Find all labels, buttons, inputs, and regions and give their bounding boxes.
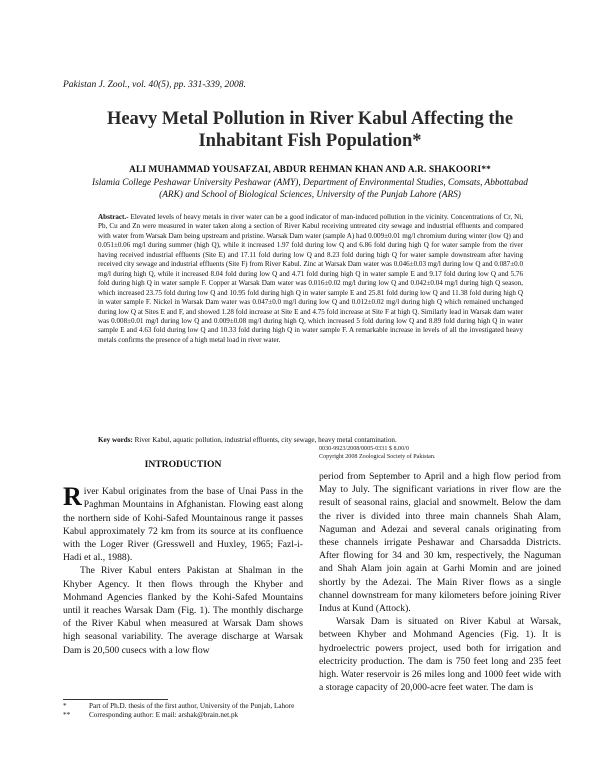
footnote <box>63 711 303 720</box>
copyright-notice <box>319 445 435 461</box>
abstract <box>98 213 523 345</box>
footnote-mark: ** <box>63 711 71 720</box>
intro-heading: INTRODUCTION <box>144 459 222 470</box>
right-column <box>319 470 561 694</box>
affiliations: Islamia College Peshawar University Peshawar (AMY), Department of Environmental Studies, Comsats, Abbottabad (ARK) and School of Biological Sciences, University of the Punjab Lahore (ARS) <box>92 178 528 200</box>
journal-reference: Pakistan J. Zool., vol. 40(5), pp. 331-339, 2008. <box>63 80 246 90</box>
keywords-label: Key words: <box>98 436 133 444</box>
footnote <box>63 702 303 711</box>
drop-cap: R <box>63 482 82 512</box>
author-list: ALI MUHAMMAD YOUSAFZAI, ABDUR REHMAN KHAN AND A.R. SHAKOORI** <box>129 165 491 175</box>
paper-title <box>40 108 580 152</box>
footnote-mark: * <box>63 702 67 710</box>
abstract-label: Abstract.- <box>98 213 129 221</box>
copyright-line: Copyright 2008 Zoological Society of Pakistan. <box>319 454 436 460</box>
left-column <box>63 459 303 657</box>
footnote-divider <box>63 699 168 700</box>
intro-paragraph-2: The River Kabul enters Pakistan at Shalman in the Khyber Agency. It then flows through the Khyber and Mohmand Agencies flanked by the Kohi-Safed Mountains until it reaches Warsak Dam (Fig. 1). The monthly discharge of the River Kabul when measured at Warsak Dam shows high seasonal variability. The average discharge at Warsak Dam is 20,500 cusecs with a low flow <box>63 565 303 656</box>
intro-paragraph-3: period from September to April and a high flow period from May to July. The significant variations in river flow are the result of seasonal rains, glacial and snowmelt. Below the dam the river is divided into three main channels Shah Alam, Naguman and Adezai and several canals originating from these channels irrigate Peshawar and Charsadda Districts. After flowing for 34 and 30 km, respectively, the Naguman and Shah Alam join again at Garhi Momin and are joined shortly by the Adezai. The Main River flows as a single channel downstream for many kilometers before joining River Indus at Kund (Attock). <box>319 471 561 615</box>
keywords-text: River Kabul, aquatic pollution, industrial effluents, city sewage, heavy metal contamination. <box>134 436 397 444</box>
title-line-2: Inhabitant Fish Population* <box>198 131 422 151</box>
keywords <box>98 436 523 445</box>
abstract-text: Elevated levels of heavy metals in river water can be a good indicator of man-induced pollution in the vicinity. Concentrations of Cr, Ni, Pb, Cu and Zn were measured in water taken along a section of River Kabul receiving untreated city sewage and industrial effluents and compared with water from Warsak Dam being upstream and pristine. Warsak Dam water (sample A) had 0.009±0.01 mg/l chromium during winter (low Q) and 0.051±0.06 mg/l during summer (high Q), while it increased 1.97 fold during low Q and 6.86 fold during high Q for water sample from the river having received industrial effluents (Site E) and 17.11 fold during low Q and 8.23 fold during high Q for water sample downstream after having received city sewage and industrial effluents (Site F) from River Kabul. Zinc at Warsak Dam water was 0.046±0.03 mg/l during low Q and 0.087±0.0 mg/l during high Q, while it increased 8.04 fold during low Q and 4.71 fold during high Q in water sample E and 9.17 fold during low Q and 5.76 fold during high Q in water sample F. Copper at Warsak Dam water was 0.016±0.02 mg/l during low Q and 0.042±0.04 mg/l during high Q season, which increased 23.75 fold during low Q and 10.95 fold during high Q in water sample E and 25.81 fold during low Q and 11.38 fold during high Q in water sample F. Nickel in Warsak Dam water was 0.047±0.0 mg/l during low Q and 0.012±0.02 mg/l during high Q which remained unchanged during low Q at Sites E and F, and showed 1.28 fold increase at Site E and 4.75 fold increase at Site F at high Q. Similarly lead in Warsak dam water was 0.008±0.01 mg/l during low Q and 0.009±0.08 mg/l during high Q, which increased 5 fold during low Q and 8.89 fold during high Q in water sample E and 4.63 fold during low Q and 10.33 fold during high Q in water sample F. A remarkable increase in levels of all the investigated heavy metals confirms the presence of a high metal load in river water. <box>98 213 523 344</box>
issn-line: 0030-9923/2008/0005-0331 $ 8.00/0 <box>319 446 409 452</box>
intro-paragraph-4: Warsak Dam is situated on River Kabul at Warsak, between Khyber and Mohmand Agencies (Fig. 1). It is hydroelectric powers project, used both for irrigation and electricity production. The dam is 750 feet long and 235 feet high. Water reservoir is 26 miles long and 1000 feet wide with a storage capacity of 20,000-acre feet water. The dam is <box>319 616 561 694</box>
title-line-1: Heavy Metal Pollution in River Kabul Affecting the <box>106 109 514 129</box>
footnote-text: Corresponding author: E mail: arshak@brain.net.pk <box>89 711 239 720</box>
intro-paragraph-1: River Kabul originates from the base of Unai Pass in the Paghman Mountains in Afghanistan. Flowing east along the northern side of Kohi-Safed Mountainous range it passes Kabul approximately 72 km from its source at its confluence with the Loger River (Gresswell and Huxley, 1965; Fazl-i-Hadi et al., 1988). <box>63 482 303 564</box>
footnote-text: Part of Ph.D. thesis of the first author, University of the Punjab, Lahore <box>89 702 295 710</box>
footnotes <box>63 702 303 721</box>
